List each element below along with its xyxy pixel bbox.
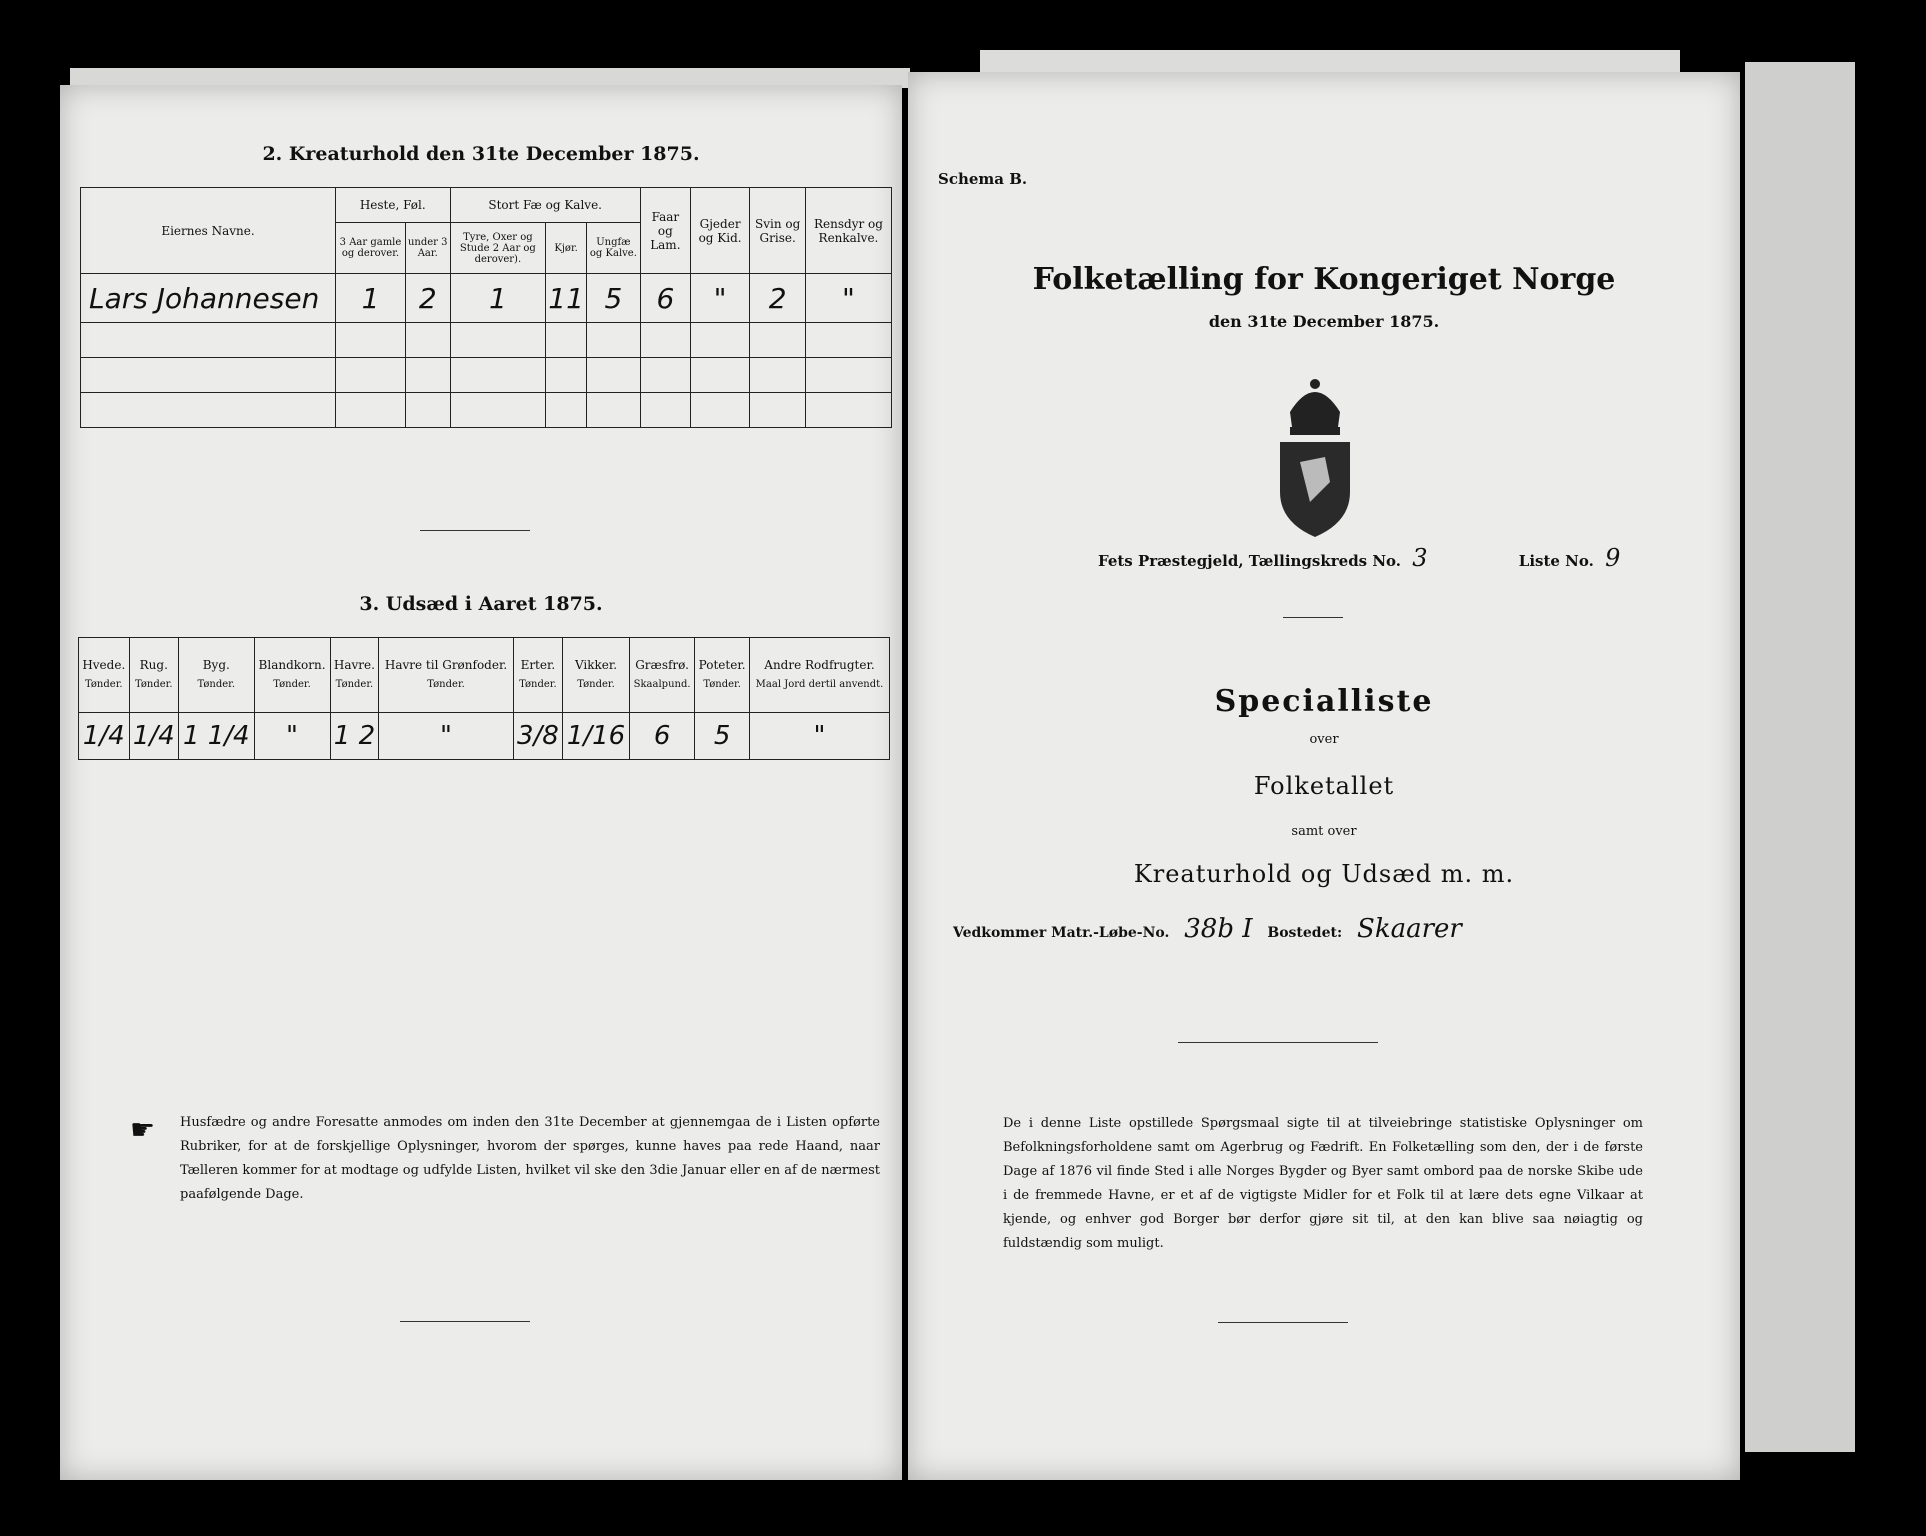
seed-cell: " [750, 713, 890, 760]
header-heste: Heste, Føl. [336, 188, 451, 223]
separator-rule [1218, 1322, 1348, 1323]
count-cell: 6 [640, 274, 690, 323]
kreatur-section-title: 2. Kreaturhold den 31te December 1875. [262, 143, 700, 165]
subheader-heste-old: 3 Aar gamle og derover. [336, 223, 406, 274]
col-havre: Havre. Tønder. [330, 638, 379, 713]
matrikkel-line [953, 914, 1472, 944]
col-graesfro: Græsfrø. Skaalpund. [629, 638, 694, 713]
seed-cell: 1 2 [330, 713, 379, 760]
header-stort-fae: Stort Fæ og Kalve. [450, 188, 640, 223]
subheader-kjor: Kjør. [546, 223, 587, 274]
matr-label: Vedkommer Matr.-Løbe-No. [953, 925, 1170, 941]
parish-label: Fets Præstegjeld, [1098, 552, 1244, 570]
col-hvede: Hvede. Tønder. [79, 638, 130, 713]
seed-cell: " [379, 713, 513, 760]
col-havre-gronfoder: Havre til Grønfoder. Tønder. [379, 638, 513, 713]
matr-number: 38b I [1184, 914, 1253, 944]
coat-of-arms-icon [1270, 372, 1360, 542]
count-cell: 2 [405, 274, 450, 323]
separator-rule [1178, 1042, 1378, 1043]
table-row-empty [81, 323, 892, 358]
count-cell: " [805, 274, 891, 323]
udsaed-table [78, 637, 890, 760]
right-page [908, 72, 1740, 1480]
seed-cell: 1/4 [129, 713, 178, 760]
seed-cell: 1/16 [563, 713, 630, 760]
instruction-note: Husfædre og andre Foresatte anmodes om inden den 31te December at gjennemgaa de i Listen opførte Rubriker, for at de forskjellige Oplysninger, hvorom der spørges, kunne haves paa rede Haand, naar Tælleren kommer for at modtage og udfylde Listen, hvilket vil ske den 3die Januar eller en af de nærmest paafølgende Dage. [180, 1115, 880, 1202]
bosted-value: Skaarer [1357, 914, 1462, 944]
count-cell: 11 [546, 274, 587, 323]
schema-label: Schema B. [938, 170, 1028, 188]
header-gjeder: Gjeder og Kid. [690, 188, 750, 274]
seed-cell: 6 [629, 713, 694, 760]
count-cell: 1 [450, 274, 546, 323]
udsaed-section-title: 3. Udsæd i Aaret 1875. [359, 593, 603, 615]
col-poteter: Poteter. Tønder. [695, 638, 750, 713]
district-label: Tællingskreds No. [1248, 552, 1402, 570]
list-label: Liste No. [1518, 552, 1594, 570]
seed-cell: 3/8 [513, 713, 562, 760]
district-number: 3 [1412, 544, 1428, 572]
col-vikker: Vikker. Tønder. [563, 638, 630, 713]
table-row-empty [81, 393, 892, 428]
statement-paragraph: De i denne Liste opstillede Spørgsmaal sigte til at tilveiebringe statistiske Oplysninger om Befolkningsforholdene samt om Agerbrug og Fædrift. En Folketælling som den, der i de første Dage af 1876 vil finde Sted i alle Norges Bygder og Byer samt ombord paa de norske Skibe ude i de fremmede Havne, er et af de vigtigste Midler for et Folk til at lære dets egne Vilkaar at kjende, og enhver god Borger bør derfor gjøre sit til, at den kan blive saa nøiagtig og fuldstændig som muligt. [1003, 1116, 1643, 1251]
col-erter: Erter. Tønder. [513, 638, 562, 713]
left-page [60, 85, 902, 1480]
district-line [1098, 544, 1626, 572]
col-andre-rodfrugter: Andre Rodfrugter. Maal Jord dertil anvendt. [750, 638, 890, 713]
subheader-tyre: Tyre, Oxer og Stude 2 Aar og derover). [450, 223, 546, 274]
folketallet-heading: Folketallet [1253, 772, 1395, 800]
pointing-hand-icon: ☛ [130, 1113, 156, 1146]
list-number: 9 [1605, 544, 1621, 572]
header-svin: Svin og Grise. [750, 188, 806, 274]
census-date: den 31te December 1875. [1208, 312, 1440, 331]
seed-cell: 1 1/4 [178, 713, 254, 760]
separator-rule [400, 1321, 530, 1322]
kreatur-table [80, 187, 892, 428]
page-title: Folketælling for Kongeriget Norge [1032, 262, 1616, 297]
count-cell: 1 [336, 274, 406, 323]
header-rensdyr: Rensdyr og Renkalve. [805, 188, 891, 274]
separator-rule [1283, 617, 1343, 618]
subheader-heste-young: under 3 Aar. [405, 223, 450, 274]
seed-cell: " [254, 713, 330, 760]
over-text: over [1309, 732, 1339, 747]
seed-cell: 1/4 [79, 713, 130, 760]
count-cell: 2 [750, 274, 806, 323]
count-cell: " [690, 274, 750, 323]
col-blandkorn: Blandkorn. Tønder. [254, 638, 330, 713]
owner-name: Lars Johannesen [81, 274, 336, 323]
col-rug: Rug. Tønder. [129, 638, 178, 713]
table-row-empty [81, 358, 892, 393]
table-row [79, 713, 890, 760]
special-list-title: Specialliste [1214, 684, 1434, 719]
header-faar: Faar og Lam. [640, 188, 690, 274]
count-cell: 5 [586, 274, 640, 323]
samt-over-text: samt over [1291, 824, 1357, 839]
separator-rule [420, 530, 530, 531]
page-stack-edge-right [1745, 62, 1855, 1452]
seed-cell: 5 [695, 713, 750, 760]
col-byg: Byg. Tønder. [178, 638, 254, 713]
owner-column-header: Eiernes Navne. [81, 188, 336, 274]
kreatur-udsaed-heading: Kreaturhold og Udsæd m. m. [1133, 860, 1515, 888]
bosted-label: Bostedet: [1267, 925, 1343, 941]
table-row [81, 274, 892, 323]
subheader-ungfae: Ungfæ og Kalve. [586, 223, 640, 274]
